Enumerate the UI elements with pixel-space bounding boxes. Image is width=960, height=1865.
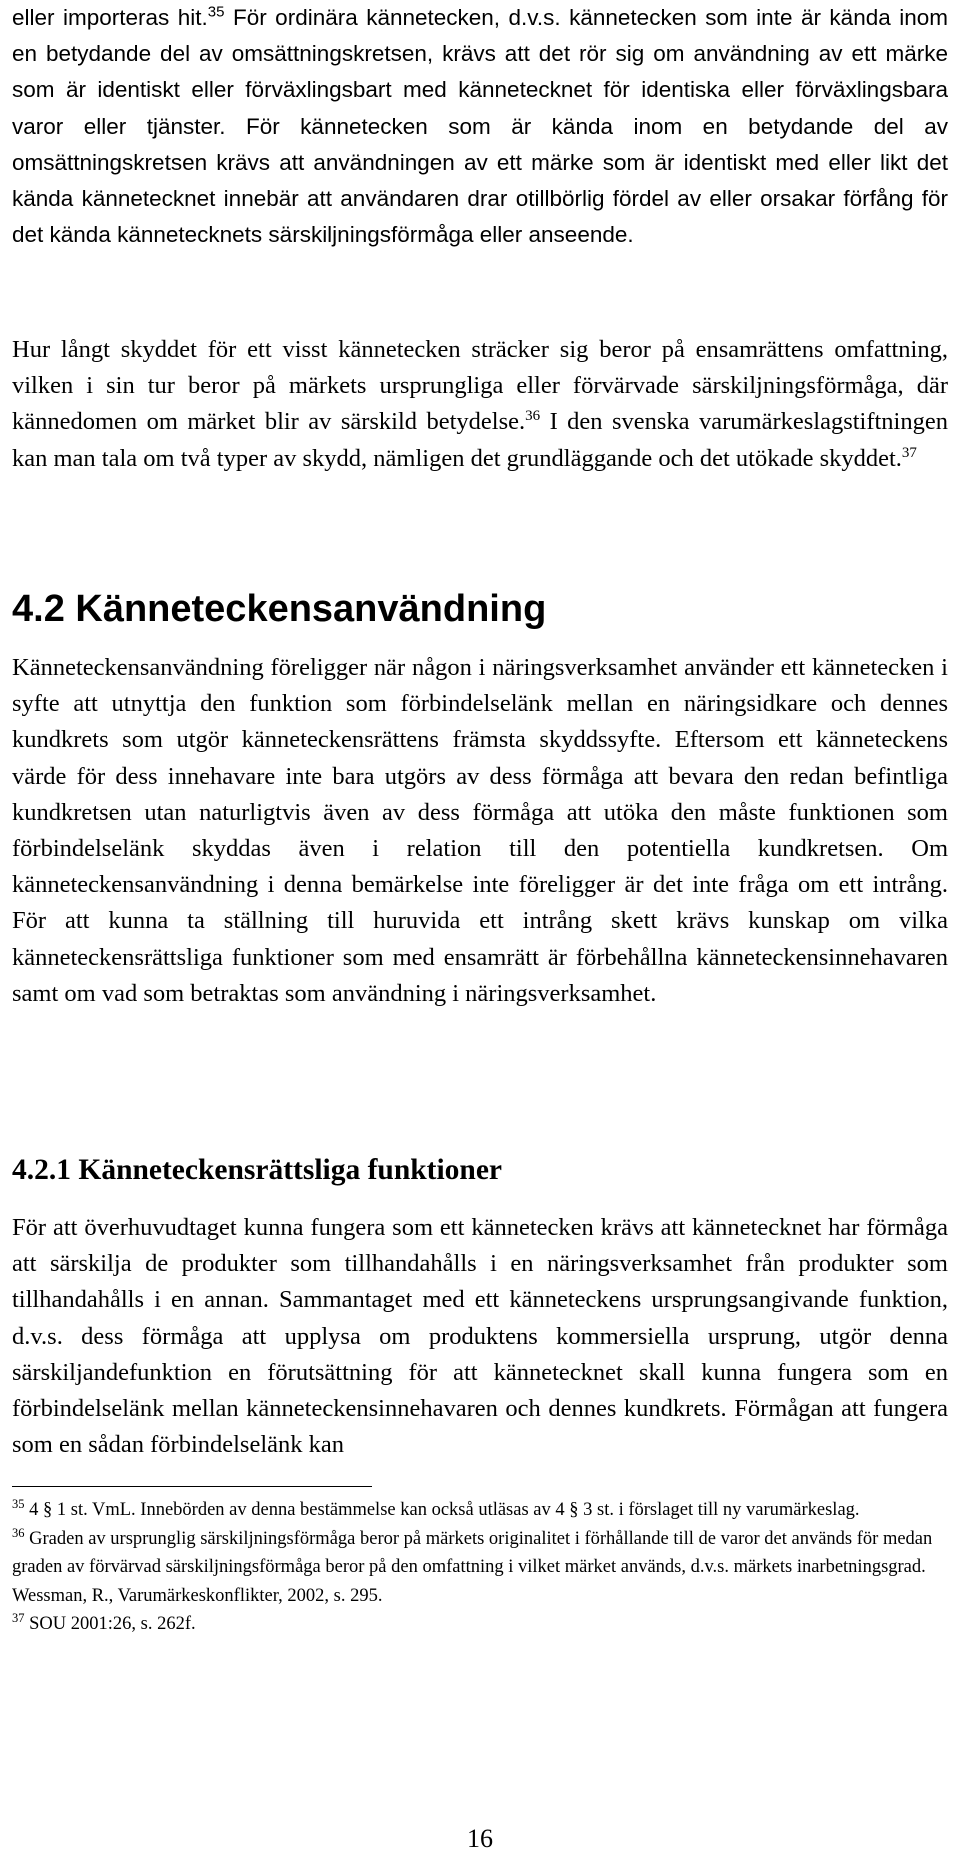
- footnote-text: Graden av ursprunglig särskiljningsförmåga beror på märkets originalitet i förhållande till de varor det används för medan graden av förvärvad särskiljningsförmåga beror på den omfattning i vilket märket används, d.v.s. märkets inarbetningsgrad. Wessman, R., Varumärkeskonflikter, 2002, s. 295.: [12, 1528, 933, 1606]
- footnote-number: 36: [12, 1525, 25, 1540]
- footnote-text: SOU 2001:26, s. 262f.: [24, 1614, 196, 1634]
- page-number: 16: [467, 1824, 493, 1853]
- footnote-37: [12, 1610, 948, 1639]
- paragraph-text: I den svenska varumärkeslagstiftningen kan man tala om två typer av skydd, nämligen det grundläggande och det utökade skyddet.: [12, 408, 948, 472]
- footnote-divider: [12, 1486, 372, 1487]
- section-heading-4-2: 4.2 Känneteckensanvändning: [12, 588, 547, 630]
- paragraph-text: För ordinära kännetecken, d.v.s. kännetecken som inte är kända inom en betydande del av omsättningskretsen, krävs att det rör sig om användning av ett märke som är identiskt eller förväxlingsbart med kännetecknet för identiska eller förväxlingsbara varor eller tjänster. För kännetecken som är kända inom en betydande del av omsättningskretsen krävs att användningen av ett märke som är identiskt med eller likt det kända kännetecknet innebär att användaren drar otillbörlig fördel av eller orsakar förfång för det kända kännetecknets särskiljningsförmåga eller anseende.: [12, 5, 948, 248]
- footnote-36: [12, 1525, 948, 1611]
- footnote-number: 35: [12, 1496, 25, 1511]
- paragraph-text: Hur långt skyddet för ett visst kännetecken sträcker sig beror på ensamrättens omfattning, vilken i sin tur beror på märkets ursprungliga eller förvärvade särskiljningsförmåga, där kännedomen om märket blir av särskild betydelse.: [12, 336, 948, 436]
- paragraph-text: eller importeras hit.: [12, 5, 208, 30]
- body-paragraph-1: [12, 0, 948, 253]
- body-paragraph-2: [12, 332, 948, 477]
- footnote-ref-37: 37: [901, 444, 917, 461]
- body-paragraph-3: Känneteckensanvändning föreligger när någon i näringsverksamhet använder ett kännetecken i syfte att utnyttja den funktion som förbindelselänk mellan en näringsidkare och dennes kundkrets som utgör känneteckensrättens främsta skyddssyfte. Eftersom ett känneteckens värde för dess innehavare inte bara utgörs av dess förmåga att bevara den redan befintliga kundkretsen utan naturligtvis även av dess förmåga att utöka den måste funktionen som förbindelselänk skyddas även i relation till den potentiella kundkretsen. Om känneteckensanvändning i denna bemärkelse inte föreligger är det inte fråga om ett intrång. För att kunna ta ställning till huruvida ett intrång skett krävs kunskap om vilka känneteckensrättsliga funktioner som med ensamrätt är förbehållna känneteckensinnehavaren samt om vad som betraktas som användning i näringsverksamhet.: [12, 654, 948, 1007]
- body-paragraph-4: För att överhuvudtaget kunna fungera som ett kännetecken krävs att kännetecknet har förmåga att särskilja de produkter som tillhandahålls i en näringsverksamhet från produkter som tillhandahålls i en annan. Sammantaget med ett känneteckens ursprungsangivande funktion, d.v.s. dess förmåga att upplysa om produktens kommersiella ursprung, utgör denna särskiljandefunktion en förutsättning för att kännetecknet skall kunna fungera som en förbindelselänk mellan känneteckensinnehavaren och dennes kundkrets. Förmågan att fungera som en sådan förbindelselänk kan: [12, 1214, 948, 1459]
- footnote-35: [12, 1496, 948, 1525]
- footnotes: [12, 1496, 948, 1639]
- footnote-ref-36: 36: [525, 408, 541, 425]
- footnote-number: 37: [12, 1610, 25, 1625]
- footnote-text: 4 § 1 st. VmL. Innebörden av denna bestämmelse kan också utläsas av 4 § 3 st. i förslaget till ny varumärkeslag.: [24, 1500, 860, 1520]
- footnote-ref-35: 35: [207, 3, 225, 21]
- section-heading-4-2-1: 4.2.1 Känneteckensrättsliga funktioner: [12, 1154, 503, 1186]
